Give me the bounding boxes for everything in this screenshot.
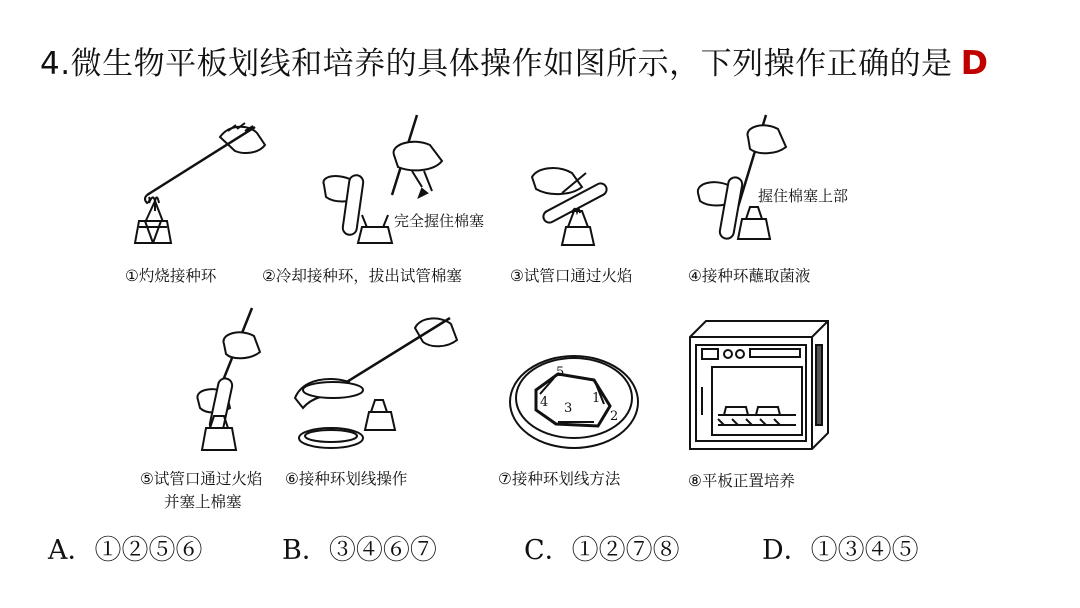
panel-7-caption: ⑦接种环划线方法 (498, 470, 621, 488)
panel-6-figure (285, 308, 485, 498)
panel-6-caption: ⑥接种环划线操作 (285, 470, 408, 488)
option-d-letter: D． (762, 535, 811, 566)
zone-5-label: 5 (556, 365, 565, 380)
panel-7-figure (498, 308, 668, 498)
tube-flame-illustration (510, 115, 670, 255)
zone-2-label: 2 (610, 409, 619, 424)
question-stem: 4.微生物平板划线和培养的具体操作如图所示，下列操作正确的是 (40, 46, 953, 82)
zone-3-label: 3 (564, 401, 573, 416)
panel-8-caption: ⑧平板正置培养 (688, 472, 795, 490)
panel-8-figure (688, 315, 858, 505)
panel-5-caption: ⑤试管口通过火焰 (140, 470, 263, 488)
panel-1-caption: ①灼烧接种环 (125, 267, 217, 285)
pull-plug-illustration (262, 115, 502, 255)
option-a-value: ①②⑤⑥ (94, 535, 203, 566)
zone-4-label: 4 (540, 395, 549, 410)
option-b[interactable] (282, 528, 437, 567)
streaking-illustration (285, 308, 485, 458)
panel-5-caption-line2: 并塞上棉塞 (164, 493, 242, 511)
option-a-letter: A． (48, 535, 95, 566)
option-b-letter: B． (282, 535, 329, 566)
panel-4-note: 握住棉塞上部 (758, 187, 849, 205)
panel-4-figure (688, 115, 888, 290)
streak-pattern-illustration (498, 308, 668, 458)
panel-4-caption: ④接种环蘸取菌液 (688, 267, 811, 285)
question-text (40, 38, 988, 83)
panel-5-figure (140, 308, 300, 518)
answer-options (0, 528, 1080, 568)
option-c[interactable] (524, 528, 680, 567)
option-d-value: ①③④⑤ (810, 535, 919, 566)
option-b-value: ③④⑥⑦ (328, 535, 437, 566)
panel-3-figure (510, 115, 670, 290)
option-c-letter: C． (524, 535, 572, 566)
option-a[interactable] (48, 528, 203, 567)
answer-mark: D (960, 43, 989, 82)
panel-2-caption: ②冷却接种环，拔出试管棉塞 (262, 267, 462, 285)
incubator-illustration (688, 315, 838, 455)
panel-2-figure (262, 115, 502, 290)
panel-3-caption: ③试管口通过火焰 (510, 267, 633, 285)
option-c-value: ①②⑦⑧ (571, 535, 680, 566)
panel-2-note: 完全握住棉塞 (394, 212, 485, 230)
option-d[interactable] (762, 528, 919, 567)
loop-burning-illustration (125, 115, 285, 255)
plug-tube-illustration (140, 308, 300, 458)
zone-1-label: 1 (592, 391, 601, 406)
panel-1-figure (125, 115, 285, 285)
